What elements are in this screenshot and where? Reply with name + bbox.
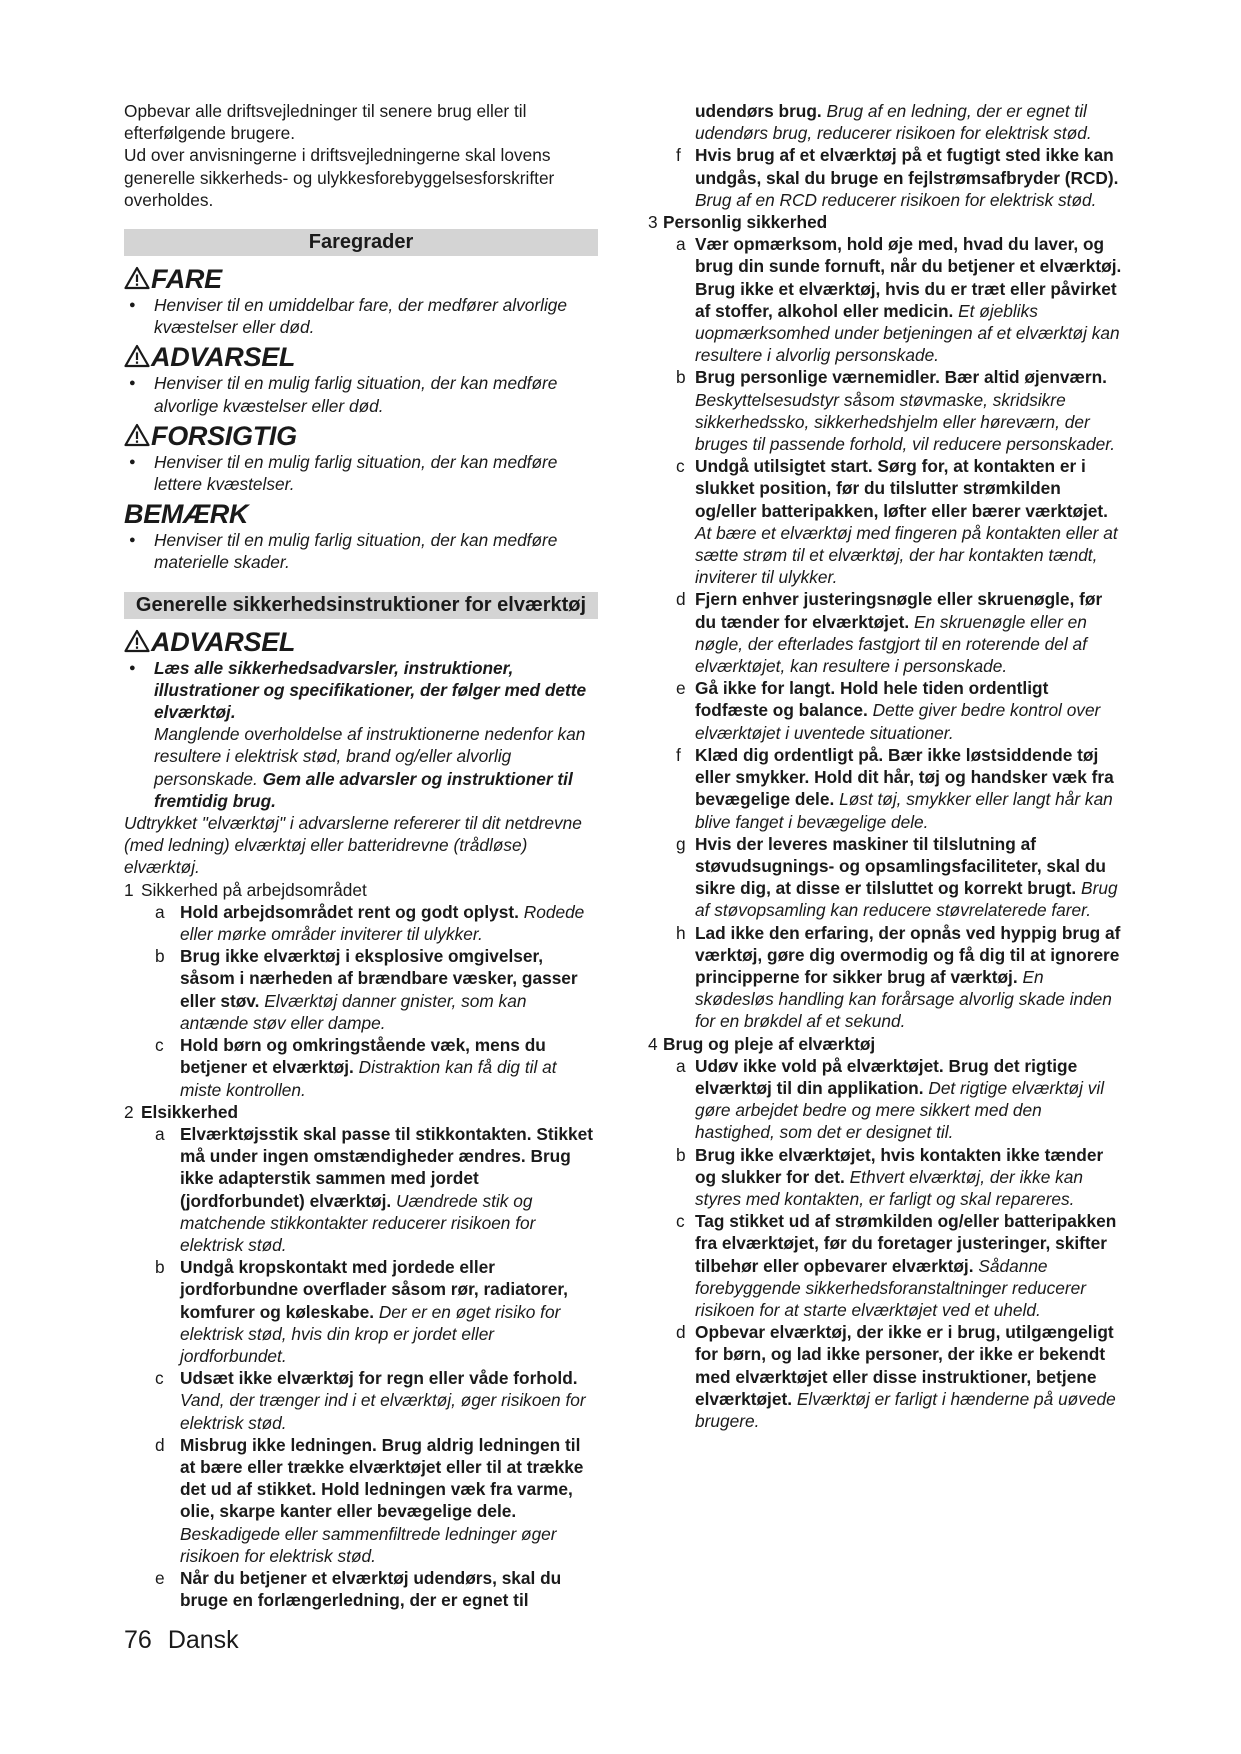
list-item: d Misbrug ikke ledningen. Brug aldrig ledningen til at bære eller trække elværktøjet eller til at trække det ud af stikket. Hold ledningen væk fra varme, olie, skarpe kanter eller bevægelige dele. Beskadigede eller sammenfiltrede ledninger øger risikoen for elektrisk stød. — [155, 1434, 584, 1566]
list-item: b Brug ikke elværktøjet, hvis kontakten ikke tænder og slukker for det. Ethvert elværktøj, der ikke kan styres med kontakten, er farligt og skal repareres. — [676, 1144, 1104, 1209]
signal-forsigtig-title: FORSIGTIG — [151, 420, 297, 451]
warning-triangle-icon — [124, 423, 150, 447]
intro-text-1: Opbevar alle driftsvejledninger til senere brug eller til efterfølgende brugere. — [124, 101, 527, 144]
list-item: a Elværktøjsstik skal passe til stikkontakten. Stikket må under ingen omstændigheder ændres. Brug ikke adapterstik sammen med jordet (jordforbundet) elværktøj. Uændrede stik og matchende stikkontakter reducerer risikoen for elektrisk stød. — [155, 1123, 594, 1255]
page-language: Dansk — [167, 1626, 239, 1654]
list-item: h Lad ikke den erfaring, der opnås ved hyppig brug af værktøj, gøre dig overmodig og få dig til at ignorere principperne for sikker brug af værktøj. En skødesløs handling kan forårsage alvorlig skade inden for en brøkdel af et sekund. — [676, 922, 1121, 1032]
section-header-faregrader: Faregrader — [124, 229, 598, 256]
list-item: b Undgå kropskontakt med jordede eller jordforbundne overflader såsom rør, radiatorer, komfurer og køleskabe. Der er en øget risiko for elektrisk stød, hvis din krop er jordet eller jordforbundet. — [155, 1257, 568, 1366]
list-item: b Brug ikke elværktøj i eksplosive omgivelser, såsom i nærheden af brændbare væsker, gasser eller støv. Elværktøj danner gnister, som kan antænde støv eller dampe. — [155, 946, 578, 1033]
list-item: b Brug personlige værnemidler. Bær altid øjenværn. Beskyttelsesudstyr såsom støvmaske, skridsikre sikkerhedssko, sikkerhedshjelm eller høreværn, der bruges til passende forhold, vil reducere personskader. — [676, 367, 1116, 455]
section-4: 4 Brug og pleje af elværktøj — [648, 1033, 876, 1054]
list-item: c Tag stikket ud af strømkilden og/eller batteripakken fra elværktøjet, før du foretager justeringer, skifter tilbehør eller opbevarer elværktøj. Sådanne forebyggende sikkerhedsforanstaltninger reducerer risikoen for at starte elværktøjet ved et uheld. — [676, 1211, 1117, 1320]
advarsel-2-bullet: ● Læs alle sikkerhedsadvarsler, instruktioner, illustrationer og specifikationer, der følger med dette elværktøj. — [124, 657, 598, 724]
list-item: c Hold børn og omkringstående væk, mens du betjener et elværktøj. Distraktion kan få dig til at miste kontrollen. — [155, 1035, 557, 1100]
left-column — [124, 100, 598, 1611]
signal-advarsel-2 — [124, 627, 598, 657]
list-item: g Hvis der leveres maskiner til tilslutning af støvudsugnings- og opsamlingsfaciliteter, skal du sikre dig, at disse er tilsluttet og korrekt brugt. Brug af støvopsamling kan reducere støvrelaterede farer. — [676, 833, 1118, 921]
section-header-general: Generelle sikkerhedsinstruktioner for elværktøj — [124, 592, 598, 619]
page-number: 76 — [124, 1626, 152, 1654]
page-footer — [124, 1626, 255, 1654]
list-item: a Hold arbejdsområdet rent og godt oplyst. Rodede eller mørke områder inviterer til ulykker. — [155, 901, 585, 945]
list-item: c Undgå utilsigtet start. Sørg for, at kontakten er i slukket position, før du tilslutter strømkilden og/eller batteripakken, løfter eller bærer værktøjet. At bære et elværktøj med fingeren på kontakten eller at sætte strøm til et elværktøj, der har kontakten tændt, inviterer til ulykker. — [676, 456, 1118, 588]
fare-bullet: ● Henviser til en umiddelbar fare, der medfører alvorlige kvæstelser eller død. — [124, 294, 598, 338]
udtrykket-text: Udtrykket "elværktøj" i advarslerne refererer til dit netdrevne (med ledning) elværktøj eller batteridrevne (trådløse) elværktøj. — [124, 813, 582, 878]
list-item: d Opbevar elværktøj, der ikke er i brug, utilgængeligt for børn, og lad ikke personer, der ikke er bekendt med elværktøjet eller disse instruktioner, betjene elværktøjet. Elværktøj er farligt i hænderne på uøvede brugere. — [676, 1322, 1116, 1431]
list-item: e Når du betjener et elværktøj udendørs, skal du bruge en forlængerledning, der er egnet til — [155, 1567, 562, 1611]
section-1: 1 Sikkerhed på arbejdsområdet — [124, 879, 367, 900]
forsigtig-bullet: ● Henviser til en mulig farlig situation, der kan medføre lettere kvæstelser. — [124, 451, 598, 495]
signal-fare-title: FARE — [151, 264, 222, 295]
bemaerk-bullet: ● Henviser til en mulig farlig situation, der kan medføre materielle skader. — [124, 529, 598, 573]
section-2: 2 Elsikkerhed — [124, 1101, 239, 1122]
warning-triangle-icon — [124, 344, 150, 368]
signal-forsigtig — [124, 421, 598, 451]
signal-fare — [124, 264, 598, 294]
signal-bemaerk-title: BEMÆRK — [124, 499, 249, 530]
warning-triangle-icon — [124, 629, 150, 653]
advarsel-bullet: ● Henviser til en mulig farlig situation, der kan medføre alvorlige kvæstelser eller død. — [124, 372, 598, 416]
list-item: f Klæd dig ordentligt på. Bær ikke løstsiddende tøj eller smykker. Hold dit hår, tøj og handsker væk fra bevægelige dele. Løst tøj, smykker eller langt hår kan blive fanget i bevægelige dele. — [676, 744, 1114, 832]
signal-advarsel-2-title: ADVARSEL — [151, 626, 296, 657]
right-column — [647, 100, 1125, 1432]
intro-text-2: Ud over anvisningerne i driftsvejledningerne skal lovens generelle sikkerheds- og ulykkesforebyggelsesforskrifter overholdes. — [124, 145, 555, 210]
list-item: f Hvis brug af et elværktøj på et fugtigt sted ikke kan undgås, skal du bruge en fejlstrømsafbryder (RCD). Brug af en RCD reducerer risikoen for elektrisk stød. — [676, 145, 1119, 210]
signal-bemaerk — [124, 499, 598, 529]
advarsel-2-text: Manglende overholdelse af instruktionerne nedenfor kan resultere i elektrisk stød, brand og/eller alvorlig personskade. Gem alle advarsler og instruktioner til fremtidig brug. — [154, 724, 586, 811]
list-item-continued: udendørs brug. Brug af en ledning, der er egnet til udendørs brug, reducerer risikoen for elektrisk stød. — [695, 101, 1092, 144]
list-item: a Udøv ikke vold på elværktøjet. Brug det rigtige elværktøj til din applikation. Det rigtige elværktøj vil gøre arbejdet bedre og mere sikkert med den hastighed, som det er designet til. — [676, 1055, 1105, 1143]
list-item: c Udsæt ikke elværktøj for regn eller våde forhold. Vand, der trænger ind i et elværktøj, øger risikoen for elektrisk stød. — [155, 1368, 586, 1433]
list-item: d Fjern enhver justeringsnøgle eller skruenøgle, før du tænder for elværktøjet. En skruenøgle eller en nøgle, der efterlades fastgjort til en roterende del af elværktøjet, kan resultere i personskade. — [676, 589, 1103, 677]
signal-advarsel — [124, 342, 598, 372]
section-3: 3 Personlig sikkerhed — [648, 212, 828, 233]
warning-triangle-icon — [124, 266, 150, 290]
list-item: e Gå ikke for langt. Hold hele tiden ordentligt fodfæste og balance. Dette giver bedre kontrol over elværktøjet i uventede situationer. — [676, 678, 1101, 743]
list-item: a Vær opmærksom, hold øje med, hvad du laver, og brug din sunde fornuft, når du betjener et elværktøj. Brug ikke et elværktøj, hvis du er træt eller påvirket af stoffer, alkohol eller medicin. Et øjebliks uopmærksomhed under betjeningen af et elværktøj kan resultere i alvorlig personskade. — [676, 234, 1122, 366]
signal-advarsel-title: ADVARSEL — [151, 342, 296, 373]
